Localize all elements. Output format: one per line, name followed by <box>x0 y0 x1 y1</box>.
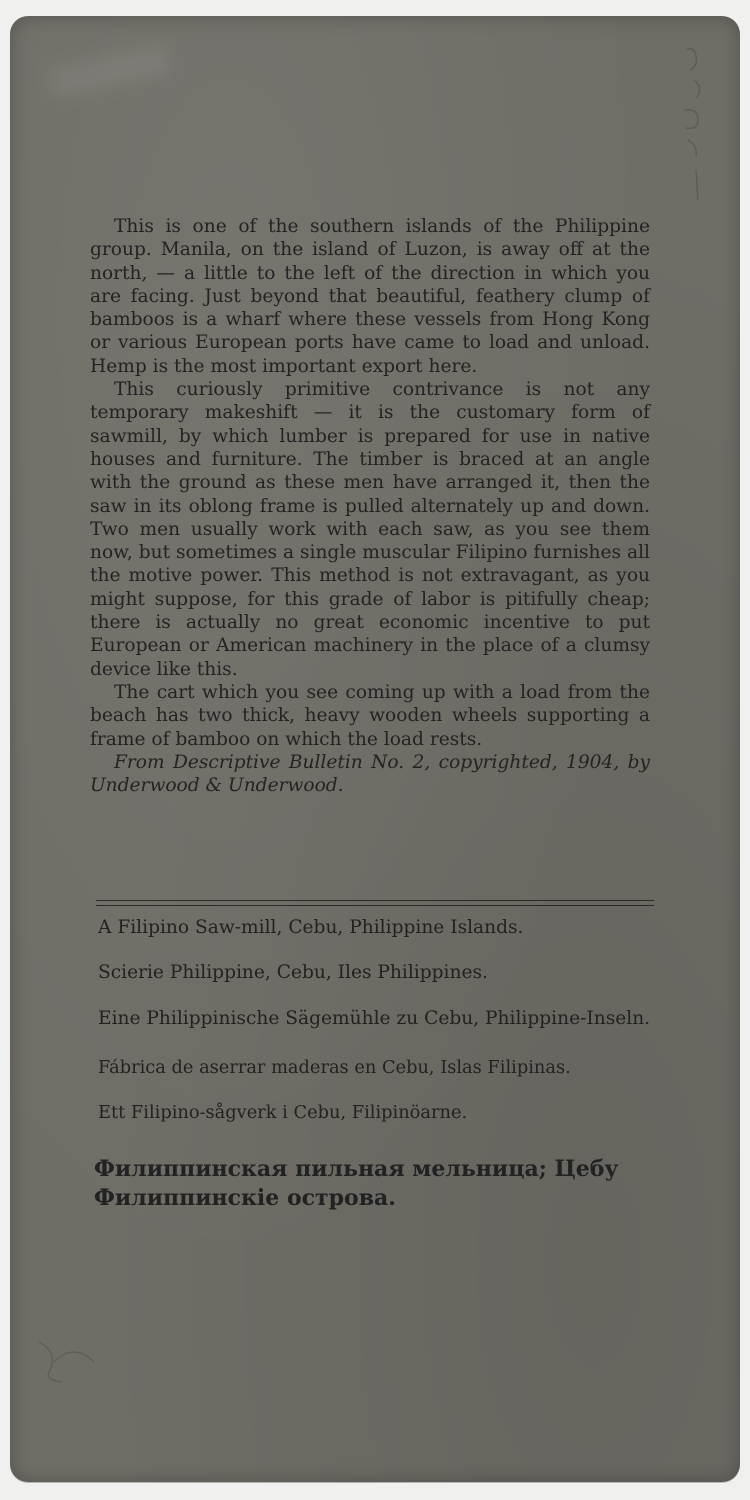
caption-swedish: Ett Filipino-sågverk i Cebu, Filipinöarne. <box>98 1102 468 1123</box>
description-text <box>90 215 650 797</box>
stereoview-card-back <box>10 16 740 1482</box>
pencil-scribble-icon <box>34 1332 104 1392</box>
caption-german: Eine Philippinische Sägemühle zu Cebu, Philippine-Inseln. <box>98 1008 651 1029</box>
description-paragraph: This curiously primitive contrivance is not any temporary makeshift — it is the customary form of sawmill, by which lumber is prepared for use in native houses and furniture. The timber is braced at an angle with the ground as these men have arranged it, then the saw in its oblong frame is pulled alternately up and down. Two men usually work with each saw, as you see them now, but sometimes a single muscular Filipino furnishes all the motive power. This method is not extravagant, as you might suppose, for this grade of labor is pitifully cheap; there is actually no great economic incentive to put European or American machinery in the place of a clumsy device like this. <box>90 379 650 680</box>
pencil-mark-icon <box>666 40 726 220</box>
caption-english: A Filipino Saw-mill, Cebu, Philippine Islands. <box>98 917 524 938</box>
description-paragraph: This is one of the southern islands of the Philippine group. Manila, on the island of Luzon, is away off at the north, — a little to the left of the direction in which you are facing. Just beyond that beautiful, feathery clump of bamboos is a wharf where these vessels from Hong Kong or various European ports have came to load and unload. Hemp is the most important export here. <box>90 216 650 377</box>
description-paragraph: The cart which you see coming up with a load from the beach has two thick, heavy wooden wheels supporting a frame of bamboo on which the load rests. <box>90 681 650 750</box>
caption-spanish: Fábrica de aserrar maderas en Cebu, Islas Filipinas. <box>98 1057 571 1078</box>
divider-rule <box>96 900 654 901</box>
copyright-credit: From Descriptive Bulletin No. 2, copyrighted, 1904, by Underwood & Underwood. <box>90 751 650 797</box>
divider-rule <box>96 905 654 906</box>
caption-french: Scierie Philippine, Cebu, Iles Philippines. <box>98 962 488 983</box>
caption-russian: Филиппинская пильная мельница; Цебу Филиппинскіе острова. <box>94 1156 619 1211</box>
